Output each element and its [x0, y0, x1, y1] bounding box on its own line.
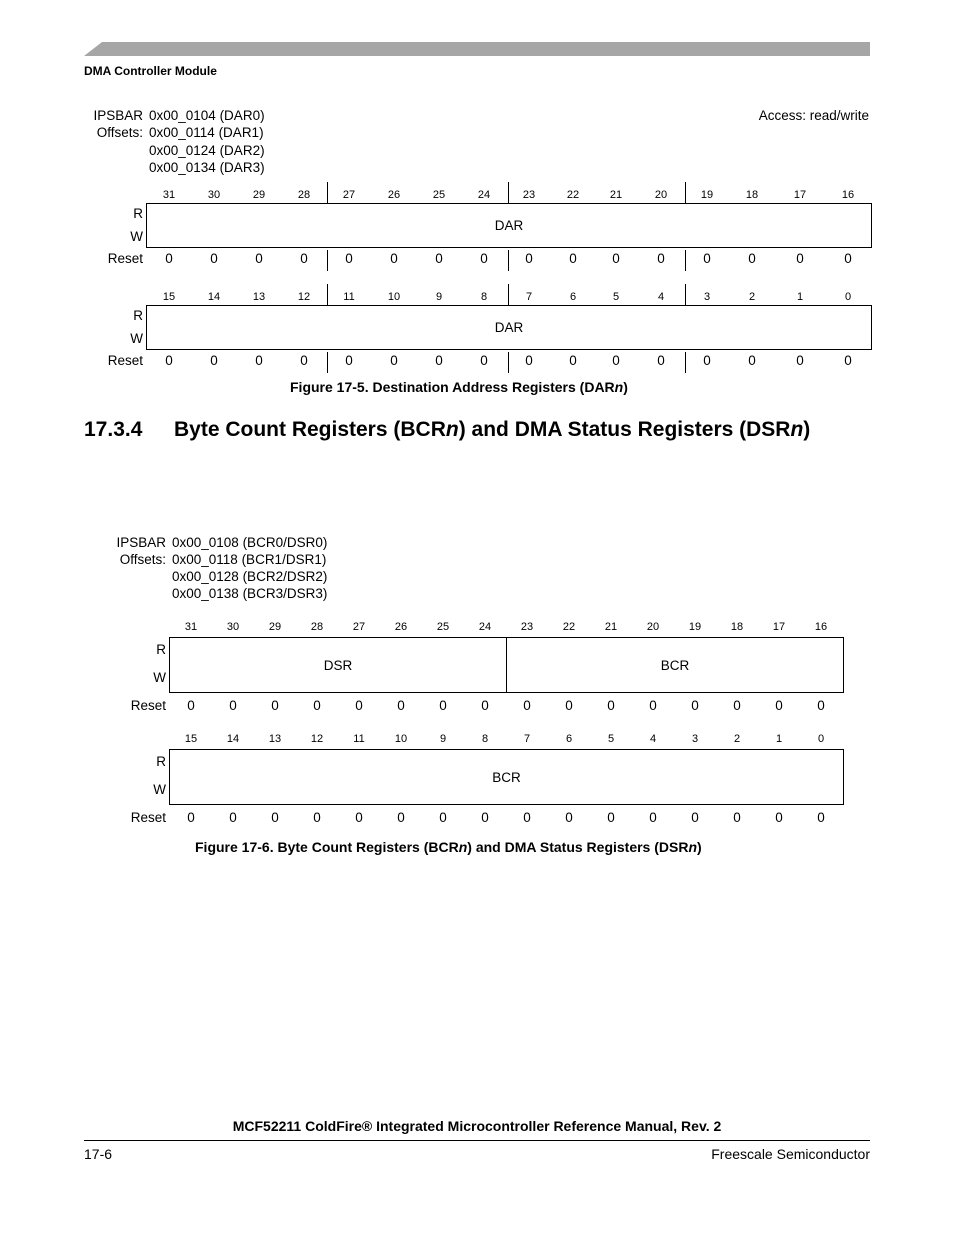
reset-value: 0 — [435, 353, 443, 368]
reset-value: 0 — [657, 353, 665, 368]
field-label: DAR — [494, 320, 524, 335]
bit-number: 22 — [566, 189, 580, 201]
dar-field-low — [146, 305, 872, 350]
reset-value: 0 — [345, 251, 353, 266]
nibble-tick — [685, 352, 686, 373]
field-label: BCR — [492, 769, 521, 785]
reset-value: 0 — [565, 810, 573, 825]
ipsbar-label: IPSBAR — [93, 108, 143, 123]
bit-number: 29 — [252, 189, 266, 201]
nibble-tick — [327, 284, 328, 305]
bit-number: 30 — [226, 621, 240, 633]
reset-value: 0 — [165, 251, 173, 266]
footer-company: Freescale Semiconductor — [711, 1146, 870, 1162]
reset-value: 0 — [612, 251, 620, 266]
dsr-field — [169, 637, 507, 693]
bit-number: 22 — [562, 621, 576, 633]
reset-value: 0 — [649, 698, 657, 713]
offsets-label: Offsets: — [96, 125, 143, 140]
bit-number: 23 — [522, 189, 536, 201]
footer-title: MCF52211 ColdFire® Integrated Microcontroller Reference Manual, Rev. 2 — [232, 1118, 722, 1134]
bit-number: 25 — [432, 189, 446, 201]
nibble-tick — [685, 250, 686, 271]
reset-value: 0 — [703, 353, 711, 368]
reset-value: 0 — [844, 353, 852, 368]
bit-number: 11 — [343, 291, 355, 303]
reset-label: Reset — [107, 251, 143, 266]
address-line: 0x00_0134 (DAR3) — [149, 160, 265, 175]
reset-value: 0 — [691, 698, 699, 713]
bit-number: 19 — [700, 189, 714, 201]
caption-italic-n: n — [614, 379, 624, 395]
reset-value: 0 — [733, 698, 741, 713]
field-label: DAR — [494, 218, 524, 233]
reset-value: 0 — [748, 353, 756, 368]
bit-number: 18 — [730, 621, 744, 633]
offsets-label: Offsets: — [119, 552, 166, 567]
write-label: W — [153, 782, 166, 797]
address-line: 0x00_0118 (BCR1/DSR1) — [172, 552, 327, 567]
bit-number: 14 — [207, 291, 221, 303]
bit-number: 16 — [814, 621, 828, 633]
read-label: R — [156, 642, 166, 657]
nibble-tick — [508, 352, 509, 373]
reset-value: 0 — [271, 698, 279, 713]
reset-value: 0 — [439, 698, 447, 713]
address-line: 0x00_0128 (BCR2/DSR2) — [172, 569, 328, 584]
write-label: W — [130, 229, 143, 244]
address-line: 0x00_0114 (DAR1) — [149, 125, 264, 140]
heading-text: Byte Count Registers (BCR — [174, 418, 446, 441]
reset-value: 0 — [435, 251, 443, 266]
bit-number: 13 — [252, 291, 266, 303]
bit-number: 15 — [162, 291, 176, 303]
bit-number: 5 — [607, 733, 615, 745]
section-heading — [84, 418, 810, 442]
address-line: 0x00_0108 (BCR0/DSR0) — [172, 535, 328, 550]
reset-value: 0 — [607, 698, 615, 713]
reset-value: 0 — [612, 353, 620, 368]
bit-number: 10 — [387, 291, 401, 303]
access-label: Access: read/write — [758, 108, 869, 123]
reset-value: 0 — [657, 251, 665, 266]
reset-value: 0 — [703, 251, 711, 266]
caption-text: ) — [623, 379, 628, 395]
reset-value: 0 — [817, 810, 825, 825]
bit-number: 8 — [480, 291, 488, 303]
bit-number: 20 — [654, 189, 668, 201]
reset-value: 0 — [187, 810, 195, 825]
reset-value: 0 — [229, 810, 237, 825]
reset-value: 0 — [165, 353, 173, 368]
bit-number: 17 — [772, 621, 786, 633]
reset-value: 0 — [844, 251, 852, 266]
figure-caption — [290, 379, 628, 395]
bit-number: 31 — [162, 189, 176, 201]
reset-value: 0 — [775, 698, 783, 713]
nibble-tick — [327, 182, 328, 203]
reset-value: 0 — [480, 251, 488, 266]
nibble-tick — [508, 284, 509, 305]
reset-value: 0 — [187, 698, 195, 713]
bit-number: 5 — [612, 291, 620, 303]
reset-value: 0 — [313, 810, 321, 825]
bit-number: 6 — [569, 291, 577, 303]
bit-number: 12 — [297, 291, 311, 303]
reset-value: 0 — [565, 698, 573, 713]
reset-value: 0 — [345, 353, 353, 368]
bit-number: 25 — [436, 621, 450, 633]
bit-number: 31 — [184, 621, 198, 633]
heading-text: ) — [803, 418, 811, 441]
reset-value: 0 — [397, 810, 405, 825]
bit-number: 0 — [817, 733, 825, 745]
write-label: W — [130, 331, 143, 346]
reset-value: 0 — [796, 251, 804, 266]
reset-value: 0 — [355, 698, 363, 713]
address-line: 0x00_0104 (DAR0) — [149, 108, 265, 123]
reset-value: 0 — [355, 810, 363, 825]
heading-italic-n: n — [790, 418, 804, 441]
reset-label: Reset — [130, 698, 166, 713]
bit-number: 23 — [520, 621, 534, 633]
reset-value: 0 — [481, 698, 489, 713]
nibble-tick — [685, 182, 686, 203]
bit-number: 29 — [268, 621, 282, 633]
bit-number: 21 — [609, 189, 623, 201]
nibble-tick — [327, 352, 328, 373]
nibble-tick — [685, 284, 686, 305]
reset-value: 0 — [525, 353, 533, 368]
heading-text: ) and DMA Status Registers (DSR — [458, 418, 791, 441]
reset-value: 0 — [210, 251, 218, 266]
bit-number: 12 — [310, 733, 324, 745]
read-label: R — [133, 206, 143, 221]
reset-value: 0 — [481, 810, 489, 825]
bit-number: 27 — [352, 621, 366, 633]
section-number: 17.3.4 — [84, 418, 143, 441]
reset-value: 0 — [313, 698, 321, 713]
reset-label: Reset — [107, 353, 143, 368]
caption-text: ) and DMA Status Registers (DSR — [467, 839, 689, 855]
reset-value: 0 — [691, 810, 699, 825]
bit-number: 11 — [353, 733, 365, 745]
read-label: R — [133, 308, 143, 323]
bit-number: 10 — [394, 733, 408, 745]
bit-number: 6 — [565, 733, 573, 745]
reset-value: 0 — [300, 251, 308, 266]
nibble-tick — [508, 250, 509, 271]
address-line: 0x00_0138 (BCR3/DSR3) — [172, 586, 328, 601]
reset-value: 0 — [255, 251, 263, 266]
caption-text: ) — [697, 839, 702, 855]
caption-text: Figure 17-5. Destination Address Registers (DAR — [290, 379, 615, 395]
reset-value: 0 — [569, 353, 577, 368]
bit-number: 2 — [748, 291, 756, 303]
bit-number: 26 — [394, 621, 408, 633]
caption-text: Figure 17-6. Byte Count Registers (BCR — [195, 839, 459, 855]
figure-caption — [195, 839, 702, 855]
reset-value: 0 — [569, 251, 577, 266]
reset-value: 0 — [607, 810, 615, 825]
reset-value: 0 — [390, 251, 398, 266]
reset-value: 0 — [271, 810, 279, 825]
bit-number: 21 — [604, 621, 618, 633]
bit-number: 1 — [796, 291, 804, 303]
field-label: DSR — [323, 657, 353, 673]
bit-number: 0 — [844, 291, 852, 303]
header-bar — [84, 42, 870, 56]
bit-number: 26 — [387, 189, 401, 201]
bit-number: 16 — [841, 189, 855, 201]
reset-value: 0 — [210, 353, 218, 368]
section-header: DMA Controller Module — [84, 64, 217, 78]
read-label: R — [156, 754, 166, 769]
bcr-field-high — [506, 637, 844, 693]
bit-number: 28 — [310, 621, 324, 633]
reset-value: 0 — [229, 698, 237, 713]
bit-number: 3 — [703, 291, 711, 303]
reset-value: 0 — [300, 353, 308, 368]
reset-value: 0 — [439, 810, 447, 825]
caption-italic-n: n — [458, 839, 468, 855]
reset-label: Reset — [130, 810, 166, 825]
bit-number: 3 — [691, 733, 699, 745]
ipsbar-label: IPSBAR — [116, 535, 166, 550]
footer-rule — [84, 1140, 870, 1141]
dar-field-high — [146, 203, 872, 248]
nibble-tick — [508, 182, 509, 203]
bit-number: 30 — [207, 189, 221, 201]
reset-value: 0 — [817, 698, 825, 713]
bit-number: 24 — [478, 621, 492, 633]
page-number: 17-6 — [84, 1146, 113, 1162]
bit-number: 1 — [775, 733, 783, 745]
reset-value: 0 — [480, 353, 488, 368]
bit-number: 8 — [481, 733, 489, 745]
bit-number: 4 — [649, 733, 657, 745]
bit-number: 7 — [525, 291, 533, 303]
bit-number: 20 — [646, 621, 660, 633]
bit-number: 7 — [523, 733, 531, 745]
reset-value: 0 — [390, 353, 398, 368]
write-label: W — [153, 670, 166, 685]
bit-number: 18 — [745, 189, 759, 201]
bit-number: 9 — [435, 291, 443, 303]
reset-value: 0 — [255, 353, 263, 368]
field-label: BCR — [660, 657, 690, 673]
address-line: 0x00_0124 (DAR2) — [149, 143, 265, 158]
bit-number: 15 — [184, 733, 198, 745]
bit-number: 14 — [226, 733, 240, 745]
bit-number: 27 — [342, 189, 356, 201]
reset-value: 0 — [525, 251, 533, 266]
bit-number: 17 — [793, 189, 807, 201]
bit-number: 9 — [439, 733, 447, 745]
bit-number: 28 — [297, 189, 311, 201]
nibble-tick — [327, 250, 328, 271]
bit-number: 13 — [268, 733, 282, 745]
bit-number: 19 — [688, 621, 702, 633]
bit-number: 2 — [733, 733, 741, 745]
bcr-field-low — [169, 749, 844, 805]
caption-italic-n: n — [688, 839, 698, 855]
reset-value: 0 — [775, 810, 783, 825]
heading-italic-n: n — [445, 418, 459, 441]
bit-number: 4 — [657, 291, 665, 303]
reset-value: 0 — [397, 698, 405, 713]
reset-value: 0 — [523, 698, 531, 713]
reset-value: 0 — [748, 251, 756, 266]
reset-value: 0 — [649, 810, 657, 825]
reset-value: 0 — [523, 810, 531, 825]
reset-value: 0 — [733, 810, 741, 825]
bit-number: 24 — [477, 189, 491, 201]
reset-value: 0 — [796, 353, 804, 368]
